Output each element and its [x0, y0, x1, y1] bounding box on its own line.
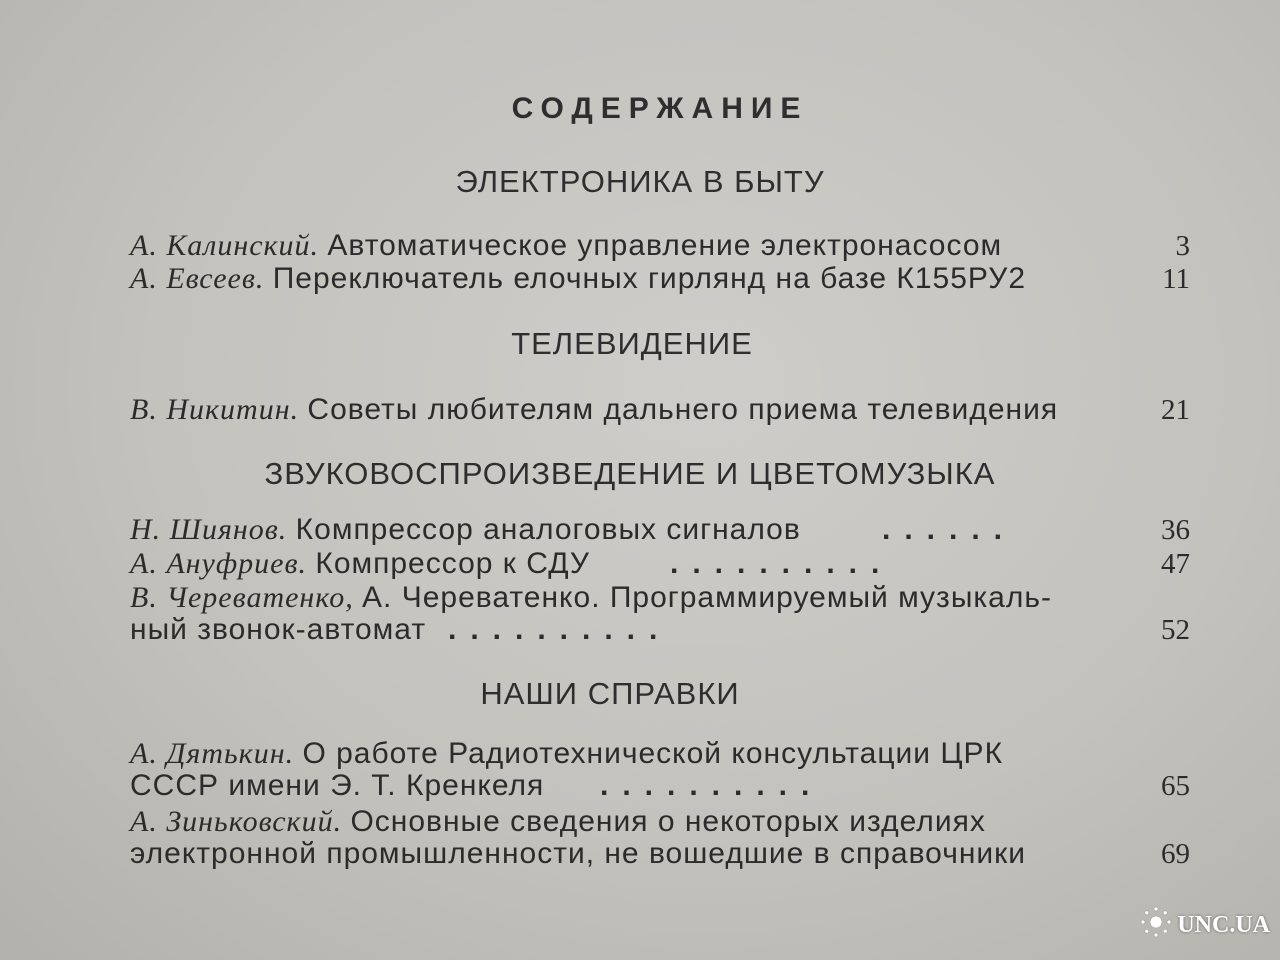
- entry-title: Автоматическое управление электронасосом: [327, 229, 1003, 262]
- entry-page-number: 36: [1161, 514, 1190, 546]
- entry-author: А. Ануфриев.: [130, 547, 307, 580]
- entry-page-number: 11: [1162, 263, 1190, 295]
- entry-page-number: 65: [1161, 770, 1190, 802]
- section-heading: ТЕЛЕВИДЕНИЕ: [511, 326, 753, 361]
- toc-entry: [130, 394, 1190, 426]
- toc-line: [130, 394, 1190, 426]
- toc-entry: [130, 738, 1190, 802]
- watermark: [1139, 905, 1270, 946]
- toc-entry: [130, 582, 1190, 646]
- toc-line: [130, 806, 1190, 838]
- entry-title: Основные сведения о некоторых изделиях: [350, 805, 986, 838]
- toc-line: [130, 582, 1190, 614]
- entry-title: О работе Радиотехнической консультации ЦРК: [302, 737, 1004, 770]
- entry-author: Н. Шиянов.: [130, 513, 288, 546]
- toc-entry: [130, 548, 1190, 580]
- entry-author: В. Череватенко,: [130, 581, 354, 614]
- toc-entry: [130, 514, 1190, 546]
- entry-title: Советы любителям дальнего приема телевидения: [307, 393, 1059, 426]
- entry-title: Переключатель елочных гирлянд на базе К155РУ2: [272, 262, 1026, 295]
- entry-title: А. Череватенко. Программируемый музыкаль-: [362, 581, 1052, 614]
- toc-line: [130, 738, 1190, 770]
- section-heading: ЗВУКОВОСПРОИЗВЕДЕНИЕ И ЦВЕТОМУЗЫКА: [264, 456, 996, 491]
- entry-page-number: 69: [1161, 838, 1190, 870]
- page-title: СОДЕРЖАНИЕ: [511, 92, 809, 125]
- leader-dots: ..........: [448, 613, 672, 646]
- entry-author: А. Калинский.: [130, 229, 320, 262]
- entry-page-number: 3: [1175, 230, 1190, 262]
- toc-line: [130, 548, 1190, 580]
- entry-author: В. Никитин.: [130, 393, 300, 426]
- watermark-text: UNC.UA: [1177, 912, 1270, 938]
- toc-line: [130, 514, 1190, 546]
- toc-line: [130, 838, 1190, 870]
- toc-entry: [130, 230, 1190, 262]
- toc-entry: [130, 263, 1190, 295]
- toc-line: [130, 614, 1190, 646]
- entry-author: А. Дятькин.: [130, 737, 295, 770]
- entry-author: А. Евсеев.: [130, 262, 265, 295]
- entry-page-number: 52: [1161, 614, 1190, 646]
- entry-page-number: 47: [1161, 548, 1190, 580]
- entry-title: Компрессор аналоговых сигналов: [295, 513, 801, 546]
- toc-entry: [130, 806, 1190, 870]
- entry-title: Компрессор к СДУ: [315, 547, 590, 580]
- entry-author: А. Зиньковский.: [130, 805, 343, 838]
- entry-title: электронной промышленности, не вошедшие в справочники: [130, 837, 1027, 870]
- entry-title: ный звонок-автомат: [130, 613, 427, 646]
- leader-dots: ..........: [600, 769, 824, 802]
- leader-dots: ......: [882, 513, 1017, 546]
- toc-line: [130, 230, 1190, 262]
- sun-logo-icon: [1139, 905, 1173, 946]
- toc-line: [130, 770, 1190, 802]
- section-heading: ЭЛЕКТРОНИКА В БЫТУ: [455, 164, 825, 199]
- entry-page-number: 21: [1161, 394, 1190, 426]
- entry-title: СССР имени Э. Т. Кренкеля: [130, 769, 545, 802]
- leader-dots: ..........: [670, 547, 894, 580]
- section-heading: НАШИ СПРАВКИ: [480, 676, 740, 711]
- toc-line: [130, 263, 1190, 295]
